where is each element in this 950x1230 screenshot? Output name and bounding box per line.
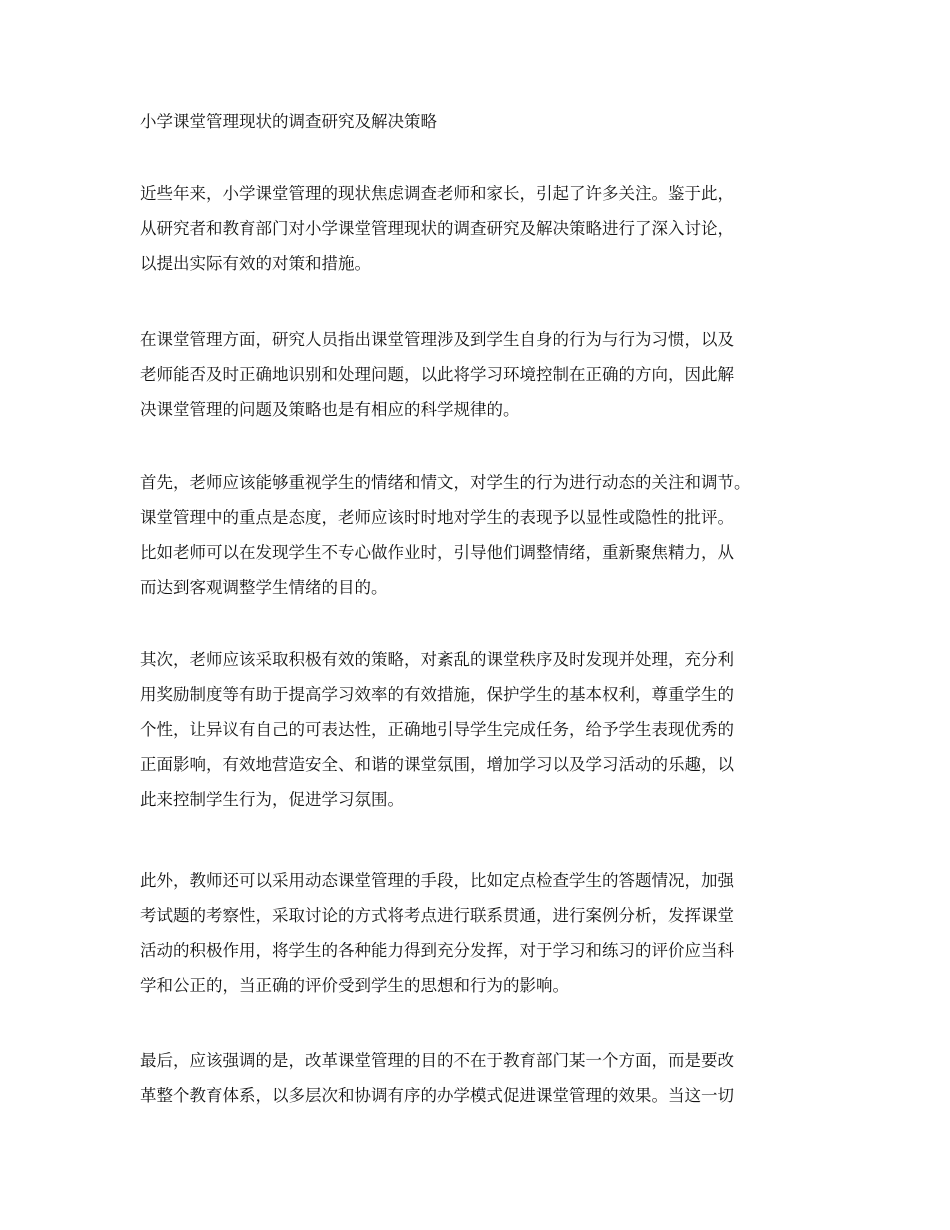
text-line: 此来控制学生行为，促进学习氛围。 bbox=[140, 790, 404, 809]
text-line: 考试题的考察性，采取讨论的方式将考点进行联系贯通，进行案例分析，发挥课堂 bbox=[140, 906, 734, 925]
paragraph-1 bbox=[140, 176, 830, 281]
text-line: 学和公正的，当正确的评价受到学生的思想和行为的影响。 bbox=[140, 976, 569, 995]
text-line: 个性，让异议有自己的可表达性，正确地引导学生完成任务，给予学生表现优秀的 bbox=[140, 720, 734, 739]
text-line: 课堂管理中的重点是态度，老师应该时时地对学生的表现予以显性或隐性的批评。 bbox=[140, 508, 734, 527]
text-line: 而达到客观调整学生情绪的目的。 bbox=[140, 578, 388, 597]
text-line: 革整个教育体系，以多层次和协调有序的办学模式促进课堂管理的效果。当这一切 bbox=[140, 1086, 734, 1105]
paragraph-3 bbox=[140, 465, 830, 605]
text-line: 决课堂管理的问题及策略也是有相应的科学规律的。 bbox=[140, 400, 520, 419]
text-line: 其次，老师应该采取积极有效的策略，对紊乱的课堂秩序及时发现并处理，充分利 bbox=[140, 650, 734, 669]
paragraph-6 bbox=[140, 1043, 830, 1113]
paragraph-4 bbox=[140, 642, 830, 817]
text-line: 首先，老师应该能够重视学生的情绪和情文，对学生的行为进行动态的关注和调节。 bbox=[140, 473, 751, 492]
text-line: 在课堂管理方面，研究人员指出课堂管理涉及到学生自身的行为与行为习惯，以及 bbox=[140, 330, 734, 349]
text-line: 以提出实际有效的对策和措施。 bbox=[140, 254, 371, 273]
document-title: 小学课堂管理现状的调查研究及解决策略 bbox=[140, 112, 437, 131]
text-line: 老师能否及时正确地识别和处理问题，以此将学习环境控制在正确的方向，因此解 bbox=[140, 365, 734, 384]
text-line: 近些年来，小学课堂管理的现状焦虑调查老师和家长，引起了许多关注。鉴于此， bbox=[140, 184, 734, 203]
text-line: 比如老师可以在发现学生不专心做作业时，引导他们调整情绪，重新聚焦精力，从 bbox=[140, 543, 734, 562]
text-line: 正面影响，有效地营造安全、和谐的课堂氛围，增加学习以及学习活动的乐趣，以 bbox=[140, 755, 734, 774]
text-line: 用奖励制度等有助于提高学习效率的有效措施，保护学生的基本权利，尊重学生的 bbox=[140, 685, 734, 704]
paragraph-2 bbox=[140, 322, 830, 427]
text-line: 活动的积极作用，将学生的各种能力得到充分发挥，对于学习和练习的评价应当科 bbox=[140, 941, 734, 960]
text-line: 此外，教师还可以采用动态课堂管理的手段，比如定点检查学生的答题情况，加强 bbox=[140, 871, 734, 890]
text-line: 从研究者和教育部门对小学课堂管理现状的调查研究及解决策略进行了深入讨论， bbox=[140, 219, 734, 238]
text-line: 最后，应该强调的是，改革课堂管理的目的不在于教育部门某一个方面，而是要改 bbox=[140, 1051, 734, 1070]
paragraph-5 bbox=[140, 863, 830, 1003]
